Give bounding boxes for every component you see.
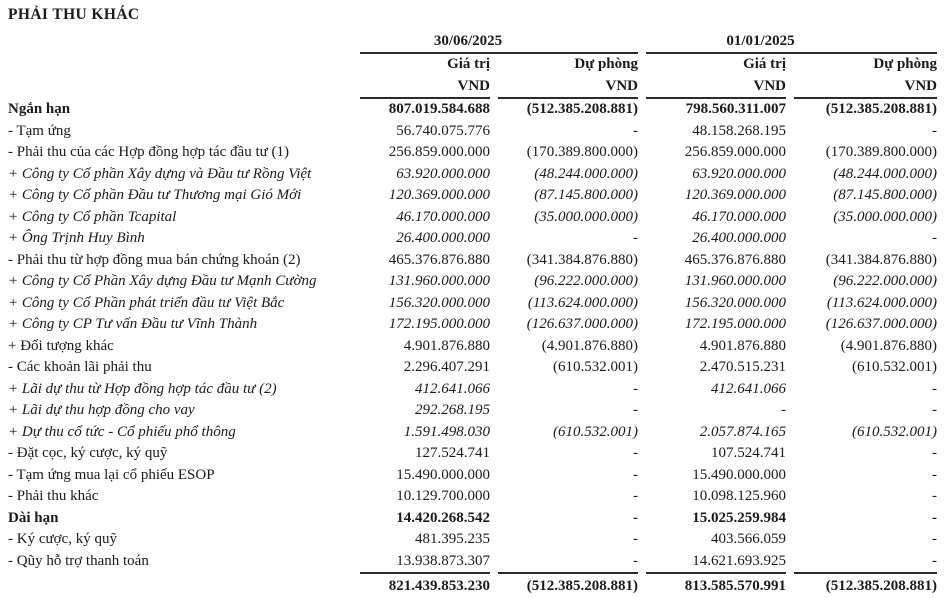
- unit-label: VND: [360, 76, 490, 100]
- table-row: [8, 336, 937, 358]
- value-cell: -: [932, 531, 937, 547]
- table-row: [8, 271, 937, 293]
- value-cell: 2.057.874.165: [699, 423, 786, 440]
- value-cell: (87.145.800.000): [833, 187, 937, 203]
- value-cell: -: [781, 402, 786, 418]
- value-cell: (96.222.000.000): [534, 273, 638, 289]
- table-row: [8, 465, 937, 487]
- header-spacer: [8, 54, 352, 76]
- value-cell: 2.296.407.291: [403, 359, 490, 375]
- value-cell: -: [932, 488, 937, 504]
- row-label: Ngắn hạn: [8, 101, 71, 117]
- unit-label: VND: [794, 76, 937, 100]
- value-cell: 4.901.876.880: [403, 337, 490, 354]
- row-label: + Lãi dự thu từ Hợp đồng hợp tác đầu tư (2): [8, 380, 277, 397]
- value-cell: 156.320.000.000: [388, 294, 490, 311]
- value-cell: (610.532.001): [852, 359, 937, 375]
- table-row: [8, 164, 937, 186]
- row-label: - Phải thu khác: [8, 488, 99, 504]
- table-row: [8, 379, 937, 401]
- table-row: [8, 293, 937, 315]
- value-cell: 26.400.000.000: [692, 230, 786, 246]
- value-cell: -: [932, 466, 937, 483]
- header-spacer: [8, 30, 352, 54]
- total-row: [8, 572, 937, 598]
- row-label: + Công ty Cổ phần Tcapital: [8, 208, 177, 225]
- unit-label: VND: [498, 76, 638, 100]
- row-label: Dài hạn: [8, 509, 59, 526]
- value-cell: (512.385.208.881): [498, 572, 638, 598]
- value-cell: 46.170.000.000: [692, 208, 786, 225]
- value-cell: -: [932, 122, 937, 139]
- table-row: [8, 250, 937, 272]
- value-cell: 1.591.498.030: [403, 423, 490, 440]
- value-cell: (610.532.001): [553, 359, 638, 375]
- value-cell: (96.222.000.000): [833, 273, 937, 289]
- value-cell: 172.195.000.000: [684, 316, 786, 332]
- table-row: [8, 443, 937, 465]
- value-cell: 26.400.000.000: [396, 230, 490, 246]
- value-cell: (48.244.000.000): [534, 165, 638, 182]
- table-row: [8, 121, 937, 143]
- table-body: [8, 99, 937, 598]
- value-cell: -: [633, 445, 638, 461]
- value-cell: 131.960.000.000: [388, 273, 490, 289]
- value-cell: 46.170.000.000: [396, 208, 490, 225]
- table-row: [8, 228, 937, 250]
- value-cell: (48.244.000.000): [833, 165, 937, 182]
- row-label: - Tạm ứng mua lại cổ phiếu ESOP: [8, 466, 215, 483]
- col-header-provision-opening: Dự phòng: [873, 56, 937, 72]
- table-row: [8, 400, 937, 422]
- value-cell: 120.369.000.000: [388, 187, 490, 203]
- table-row: [8, 551, 937, 573]
- value-cell: (512.385.208.881): [794, 572, 937, 598]
- value-cell: (113.624.000.000): [826, 294, 937, 311]
- value-cell: (610.532.001): [852, 423, 937, 440]
- value-cell: -: [932, 380, 937, 397]
- col-header-provision-current: Dự phòng: [574, 56, 638, 72]
- value-cell: 15.490.000.000: [396, 466, 490, 483]
- row-label: + Công ty Cổ phần Đầu tư Thương mại Gió Mới: [8, 187, 302, 203]
- value-cell: 15.490.000.000: [692, 466, 786, 483]
- value-cell: 481.395.235: [415, 531, 490, 547]
- value-cell: 807.019.584.688: [388, 101, 490, 117]
- value-cell: 63.920.000.000: [692, 165, 786, 182]
- value-cell: 14.420.268.542: [396, 509, 490, 526]
- row-label: - Tạm ứng: [8, 122, 71, 139]
- value-cell: 15.025.259.984: [692, 509, 786, 526]
- period-current: 30/06/2025: [360, 30, 638, 54]
- value-cell: -: [633, 402, 638, 418]
- table-row: [8, 207, 937, 229]
- value-cell: (126.637.000.000): [526, 316, 638, 332]
- row-label: + Công ty Cổ Phần Xây dựng Đầu tư Mạnh Cường: [8, 273, 317, 289]
- value-cell: -: [932, 509, 937, 526]
- value-cell: -: [633, 122, 638, 139]
- row-label: - Phải thu của các Hợp đồng hợp tác đầu tư (1): [8, 144, 289, 160]
- value-cell: -: [932, 552, 937, 569]
- table-row: [8, 486, 937, 508]
- row-label: - Đặt cọc, ký cược, ký quỹ: [8, 445, 168, 461]
- value-cell: (341.384.876.880): [825, 251, 937, 268]
- value-cell: 412.641.066: [711, 380, 786, 397]
- value-cell: 63.920.000.000: [396, 165, 490, 182]
- value-cell: (35.000.000.000): [534, 208, 638, 225]
- value-cell: (4.901.876.880): [541, 337, 638, 354]
- row-label: + Ông Trịnh Huy Bình: [8, 230, 145, 246]
- value-cell: 13.938.873.307: [396, 552, 490, 569]
- value-cell: 156.320.000.000: [684, 294, 786, 311]
- table-row: [8, 314, 937, 336]
- table-row: [8, 142, 937, 164]
- value-cell: 14.621.693.925: [692, 552, 786, 569]
- row-label: + Công ty CP Tư vấn Đầu tư Vĩnh Thành: [8, 316, 258, 332]
- col-header-value-opening: Giá trị: [743, 56, 786, 72]
- row-label: - Qũy hỗ trợ thanh toán: [8, 552, 149, 569]
- value-cell: (113.624.000.000): [527, 294, 638, 311]
- value-cell: -: [633, 488, 638, 504]
- value-cell: -: [633, 380, 638, 397]
- value-cell: (512.385.208.881): [825, 101, 937, 117]
- period-opening: 01/01/2025: [646, 30, 937, 54]
- row-label: + Lãi dự thu hợp đồng cho vay: [8, 402, 195, 418]
- value-cell: -: [633, 466, 638, 483]
- table-row: [8, 99, 937, 121]
- row-label: + Công ty Cổ phần Xây dựng và Đầu tư Rồng Việt: [8, 165, 312, 182]
- value-cell: 821.439.853.230: [360, 572, 490, 598]
- row-label: - Các khoản lãi phải thu: [8, 359, 152, 375]
- measure-header-row: [8, 54, 937, 76]
- value-cell: -: [932, 402, 937, 418]
- value-cell: -: [932, 445, 937, 461]
- value-cell: 172.195.000.000: [388, 316, 490, 332]
- value-cell: (170.389.800.000): [825, 144, 937, 160]
- receivables-table: [0, 30, 945, 598]
- value-cell: 465.376.876.880: [684, 251, 786, 268]
- row-label: [8, 572, 352, 598]
- value-cell: -: [633, 552, 638, 569]
- value-cell: 56.740.075.776: [396, 122, 490, 139]
- value-cell: 465.376.876.880: [388, 251, 490, 268]
- row-label: + Dự thu cổ tức - Cổ phiếu phổ thông: [8, 423, 236, 440]
- value-cell: (126.637.000.000): [825, 316, 937, 332]
- table-row: [8, 422, 937, 444]
- value-cell: 813.585.570.991: [646, 572, 786, 598]
- value-cell: (35.000.000.000): [833, 208, 937, 225]
- value-cell: 127.524.741: [415, 445, 490, 461]
- col-header-value-current: Giá trị: [447, 56, 490, 72]
- unit-header-row: [8, 76, 937, 100]
- header-spacer: [8, 76, 352, 100]
- table-row: [8, 357, 937, 379]
- value-cell: 403.566.059: [711, 531, 786, 547]
- unit-label: VND: [646, 76, 786, 100]
- value-cell: (87.145.800.000): [534, 187, 638, 203]
- value-cell: (170.389.800.000): [526, 144, 638, 160]
- value-cell: (610.532.001): [553, 423, 638, 440]
- value-cell: 292.268.195: [415, 402, 490, 418]
- value-cell: (512.385.208.881): [526, 101, 638, 117]
- value-cell: -: [633, 230, 638, 246]
- value-cell: 798.560.311.007: [685, 101, 786, 117]
- row-label: - Phải thu từ hợp đồng mua bán chứng khoán (2): [8, 251, 301, 268]
- value-cell: 10.098.125.960: [692, 488, 786, 504]
- value-cell: 107.524.741: [711, 445, 786, 461]
- value-cell: 4.901.876.880: [699, 337, 786, 354]
- value-cell: 256.859.000.000: [388, 144, 490, 160]
- value-cell: -: [633, 531, 638, 547]
- value-cell: 10.129.700.000: [396, 488, 490, 504]
- value-cell: 48.158.268.195: [692, 122, 786, 139]
- row-label: - Ký cược, ký quỹ: [8, 531, 117, 547]
- value-cell: (4.901.876.880): [840, 337, 937, 354]
- table-row: [8, 508, 937, 530]
- row-label: + Đối tượng khác: [8, 337, 114, 354]
- table-row: [8, 185, 937, 207]
- value-cell: -: [932, 230, 937, 246]
- value-cell: 2.470.515.231: [699, 359, 786, 375]
- row-label: + Công ty Cổ Phần phát triển đầu tư Việt Bắc: [8, 294, 285, 311]
- value-cell: 412.641.066: [415, 380, 490, 397]
- value-cell: 120.369.000.000: [684, 187, 786, 203]
- value-cell: 256.859.000.000: [684, 144, 786, 160]
- value-cell: 131.960.000.000: [684, 273, 786, 289]
- page-title: PHẢI THU KHÁC: [8, 6, 140, 23]
- table-row: [8, 529, 937, 551]
- period-header-row: [8, 30, 937, 54]
- value-cell: (341.384.876.880): [526, 251, 638, 268]
- value-cell: -: [633, 509, 638, 526]
